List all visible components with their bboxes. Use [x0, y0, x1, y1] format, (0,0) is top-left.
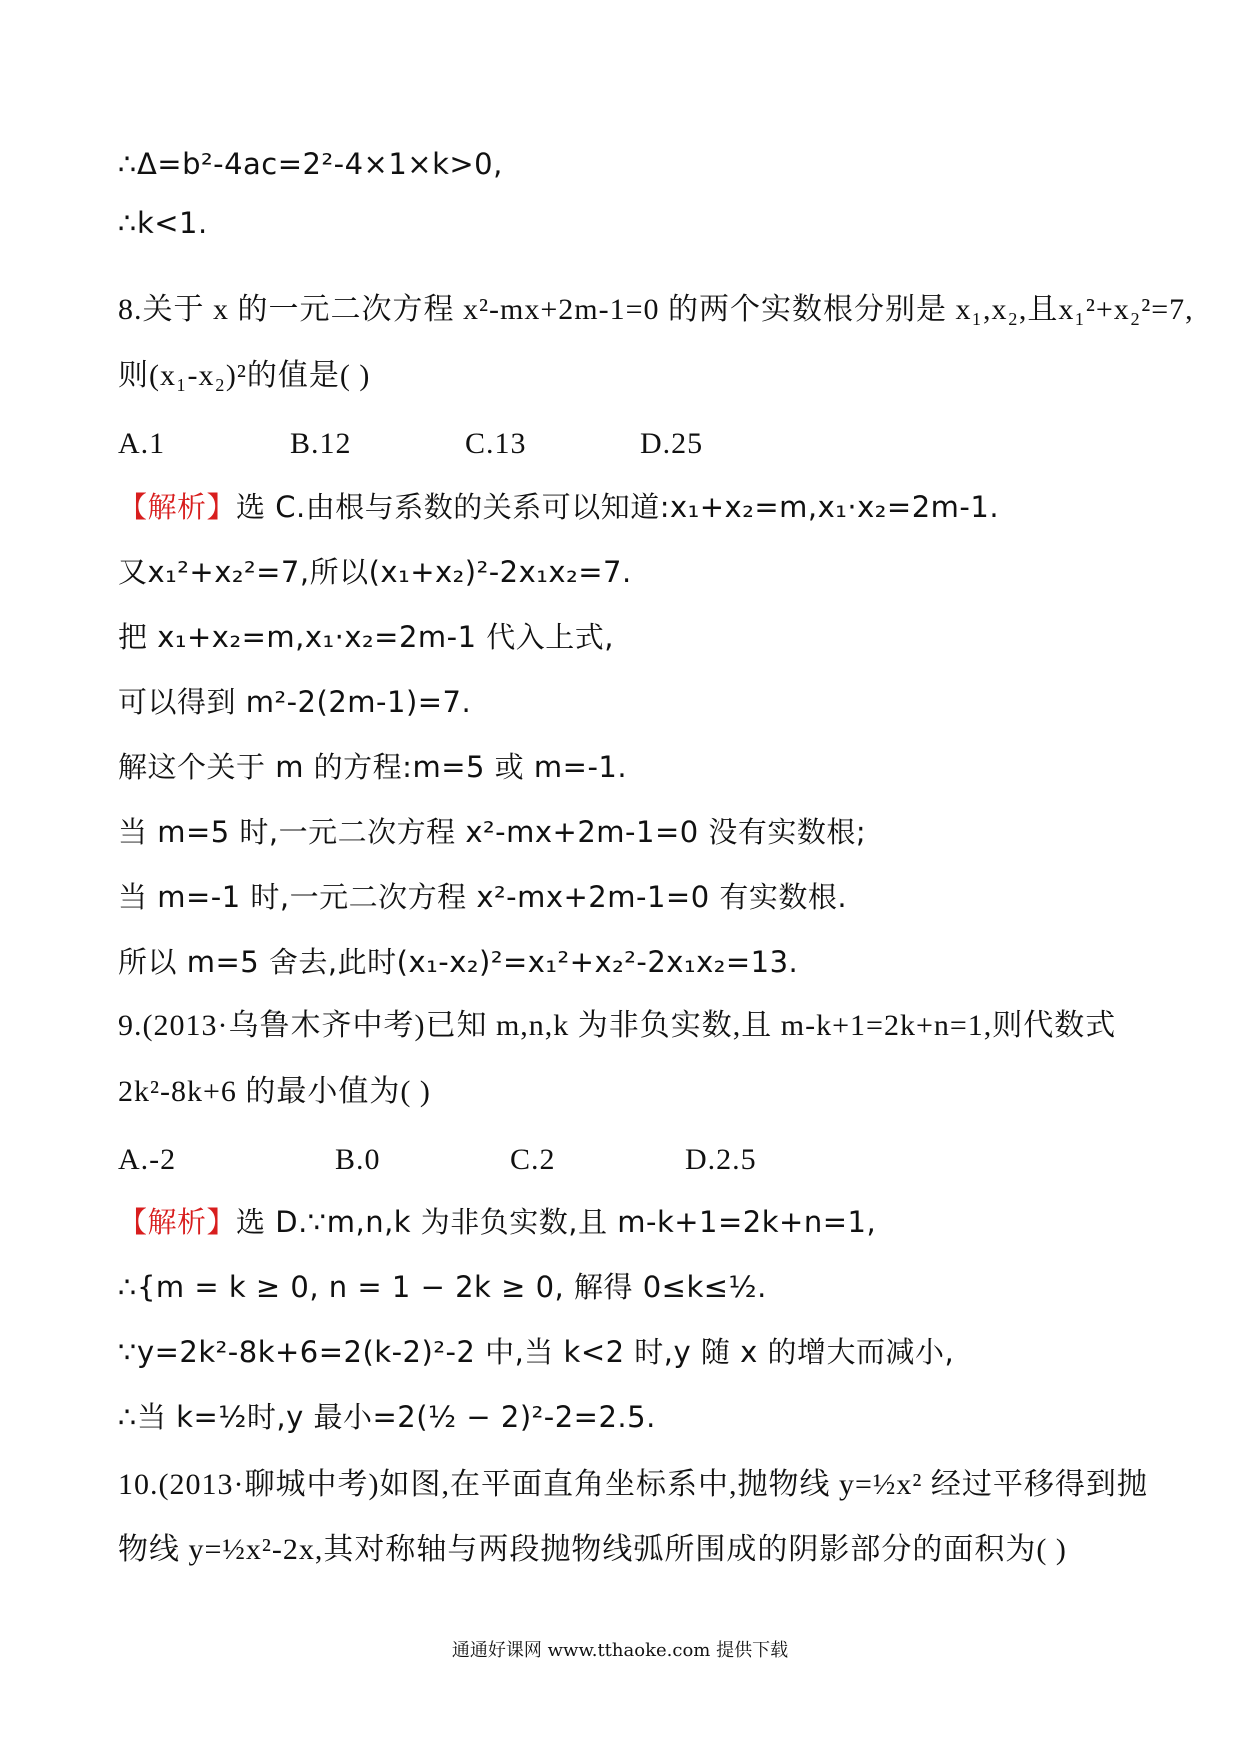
option-b: B.0 [335, 1143, 381, 1176]
text-line: ∴Δ=b²-4ac=2²-4×1×k>0, [118, 147, 503, 181]
text-line: 又x₁²+x₂²=7,所以(x₁+x₂)²-2x₁x₂=7. [118, 555, 632, 589]
analysis-label: 【解析】 [118, 1205, 237, 1239]
option-a: A.-2 [118, 1143, 177, 1176]
question-8-stem: 8.关于 x 的一元二次方程 x²-mx+2m-1=0 的两个实数根分别是 x₁,x₂,且x₁²+x₂²=7, [118, 293, 1194, 326]
question-9-stem-cont: 2k²-8k+6 的最小值为( ) [118, 1075, 431, 1108]
text-line: 所以 m=5 舍去,此时(x₁-x₂)²=x₁²+x₂²-2x₁x₂=13. [118, 945, 799, 979]
text-line: 可以得到 m²-2(2m-1)=7. [118, 685, 472, 719]
option-c: C.2 [510, 1143, 556, 1176]
question-10-stem: 10.(2013·聊城中考)如图,在平面直角坐标系中,抛物线 y=½x² 经过平移得到抛 [118, 1468, 1148, 1501]
text-line: 当 m=5 时,一元二次方程 x²-mx+2m-1=0 没有实数根; [118, 815, 867, 849]
analysis-text: 选 D.∵m,n,k 为非负实数,且 m-k+1=2k+n=1, [236, 1205, 877, 1239]
text-line: 当 m=-1 时,一元二次方程 x²-mx+2m-1=0 有实数根. [118, 880, 848, 914]
text-line: ∴当 k=½时,y 最小=2(½ − 2)²-2=2.5. [118, 1400, 656, 1434]
question-9-stem: 9.(2013·乌鲁木齐中考)已知 m,n,k 为非负实数,且 m-k+1=2k+n=1,则代数式 [118, 1009, 1117, 1042]
analysis-9-line [118, 1205, 877, 1239]
text-line: 解这个关于 m 的方程:m=5 或 m=-1. [118, 750, 628, 784]
question-10-stem-cont: 物线 y=½x²-2x,其对称轴与两段抛物线弧所围成的阴影部分的面积为( ) [118, 1533, 1067, 1566]
text-line: ∴k<1. [118, 206, 208, 240]
question-8-stem-cont: 则(x₁-x₂)²的值是( ) [118, 359, 371, 392]
analysis-text: 选 C.由根与系数的关系可以知道:x₁+x₂=m,x₁·x₂=2m-1. [236, 490, 1000, 524]
text-line: ∴{m = k ≥ 0, n = 1 − 2k ≥ 0, 解得 0≤k≤½. [118, 1270, 767, 1304]
text-line: 把 x₁+x₂=m,x₁·x₂=2m-1 代入上式, [118, 620, 615, 654]
option-a: A.1 [118, 427, 166, 460]
option-b: B.12 [290, 427, 352, 460]
option-d: D.25 [640, 427, 704, 460]
option-c: C.13 [465, 427, 527, 460]
option-d: D.2.5 [685, 1143, 757, 1176]
analysis-label: 【解析】 [118, 490, 237, 524]
text-line: ∵y=2k²-8k+6=2(k-2)²-2 中,当 k<2 时,y 随 x 的增大而减小, [118, 1335, 955, 1369]
analysis-8-line [118, 490, 1000, 524]
page-footer: 通通好课网 www.tthaoke.com 提供下载 [451, 1640, 789, 1661]
